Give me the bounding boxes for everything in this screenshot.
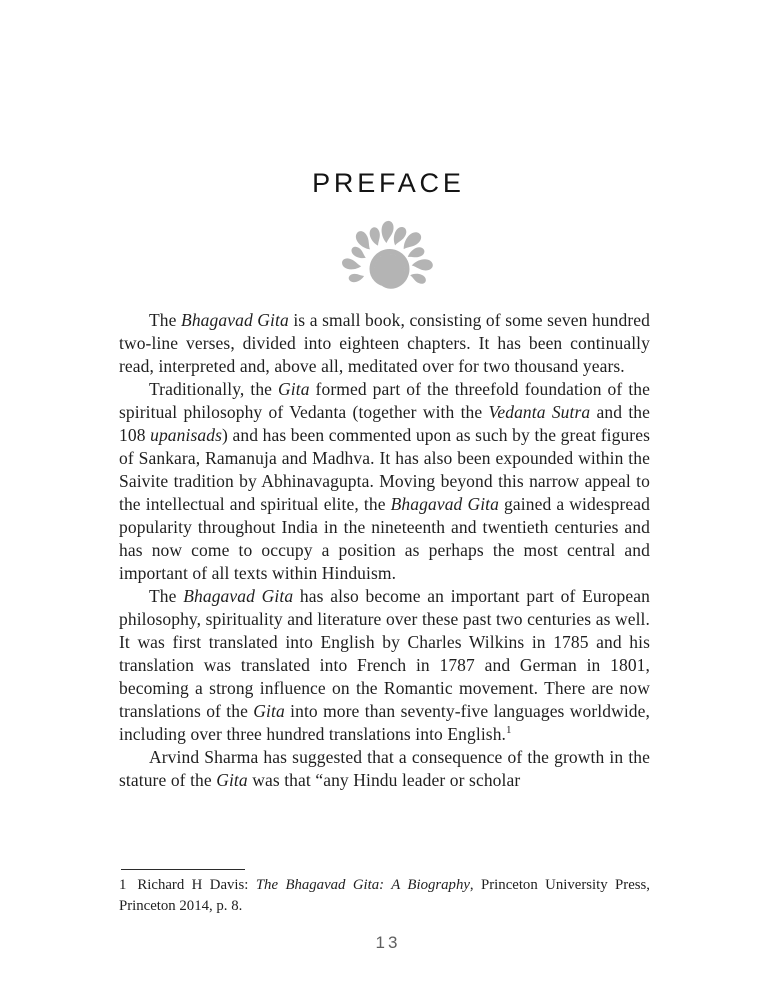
text-run: , Princeton University Press, Princeton 2014, p. 8.: [119, 877, 650, 914]
footnote-text: [119, 877, 650, 914]
footnote-reference: 1: [506, 724, 512, 737]
footnote-separator: [121, 869, 245, 870]
spiral-sun-ornament-icon: [328, 219, 446, 299]
text-run: Traditionally, the: [149, 379, 279, 399]
text-run: The: [149, 586, 184, 606]
text-run: has also become an important part of European philosophy, spirituality and literature over these past two centuries as well. It was first translated into English by Charles Wilkins in 1785 and his translation was translated into French in 1787 and German in 1801, becoming a strong influence on the Romantic movement. There are now translations of the: [119, 586, 650, 721]
body-text: [119, 309, 650, 792]
footnote: [119, 875, 650, 916]
text-run: Gita: [278, 379, 310, 399]
text-run: The Bhagavad Gita: A Biography: [255, 877, 470, 893]
text-run: Gita: [253, 701, 285, 721]
text-run: upanisads: [150, 425, 222, 445]
paragraph: [119, 378, 650, 585]
text-run: The: [149, 310, 182, 330]
text-run: Bhagavad Gita: [390, 494, 499, 514]
paragraph: [119, 746, 650, 792]
page-number: 13: [375, 933, 401, 952]
text-run: Bhagavad Gita: [181, 310, 289, 330]
text-run: is a small book, consisting of some seven hundred two-line verses, divided into eighteen chapters. It has been continually read, interpreted and, above all, meditated over for two thousand years.: [119, 310, 650, 376]
text-run: Bhagavad Gita: [183, 586, 294, 606]
text-run: Arvind Sharma has suggested that a consequence of the growth in the stature of the: [119, 747, 650, 790]
text-run: gained a widespread popularity throughout India in the nineteenth and twentieth centuries and has now come to occupy a position as perhaps the most central and important of all texts within Hinduism.: [119, 494, 650, 583]
paragraph: [119, 585, 650, 746]
text-run: Richard H Davis:: [137, 877, 256, 893]
text-run: and the 108: [119, 402, 650, 445]
ornament-container: [0, 219, 773, 299]
paragraph: [119, 309, 650, 378]
text-run: formed part of the threefold foundation of the spiritual philosophy of Vedanta (together with the: [119, 379, 651, 422]
footnote-number: 1: [119, 877, 127, 893]
text-run: ) and has been commented upon as such by the great figures of Sankara, Ramanuja and Madhva. It has also been expounded within the Saivite tradition by Abhinavagupta. Moving beyond this narrow appeal to the intellectual and spiritual elite, the: [119, 425, 650, 514]
text-run: Vedanta Sutra: [488, 402, 591, 422]
text-run: was that “any Hindu leader or scholar: [247, 770, 521, 790]
text-run: into more than seventy-five languages worldwide, including over three hundred translations into English.: [119, 701, 651, 744]
chapter-title: PREFACE: [312, 168, 465, 198]
ornament-spiral: [372, 252, 407, 287]
text-run: Gita: [216, 770, 248, 790]
